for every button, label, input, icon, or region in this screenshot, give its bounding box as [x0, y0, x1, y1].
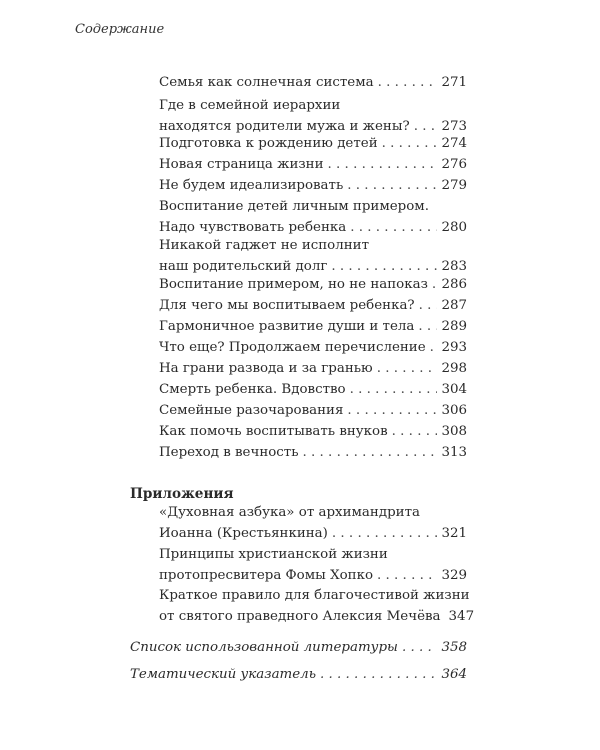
toc-entry-title-line1: Никакой гаджет не исполнит [159, 238, 370, 253]
toc-entry[interactable] [159, 175, 467, 196]
leader-dots [347, 175, 437, 196]
toc-entry-title: Тематический указатель [130, 667, 316, 682]
toc-entry[interactable] [159, 196, 467, 238]
toc-entry-page: 271 [441, 75, 467, 90]
toc-entry-title: Подготовка к рождению детей [159, 136, 378, 151]
toc-entry-page: 280 [441, 220, 467, 235]
toc-entry-page: 283 [441, 259, 467, 274]
toc-entry-page: 347 [448, 609, 475, 624]
toc-entry[interactable] [159, 133, 467, 154]
leader-dots [332, 523, 438, 544]
toc-entry-title: наш родительский долг [159, 259, 328, 274]
toc-entry[interactable] [159, 585, 475, 627]
toc-entry-page: 276 [441, 157, 467, 172]
toc-entry[interactable] [159, 442, 467, 463]
leader-dots [328, 154, 438, 175]
toc-entry-title-line1: Принципы христианской жизни [159, 547, 388, 562]
leader-dots [377, 358, 438, 379]
toc-entry-title: протопресвитера Фомы Хопко [159, 568, 374, 583]
toc-entry[interactable] [159, 400, 467, 421]
leader-dots [382, 133, 438, 154]
leader-dots [378, 72, 438, 93]
toc-entry-title: Для чего мы воспитываем ребенка? [159, 298, 415, 313]
toc-entry-title-line1: «Духовная азбука» от архимандрита [159, 505, 420, 520]
toc-entry[interactable] [159, 72, 467, 93]
toc-entry-title: На грани развода и за гранью [159, 361, 373, 376]
toc-entry-title: Надо чувствовать ребенка [159, 220, 347, 235]
section-heading-appendix: Приложения [130, 486, 234, 502]
leader-dots [419, 295, 438, 316]
toc-entry-title-line1: Где в семейной иерархии [159, 98, 341, 113]
toc-entry-title: Как помочь воспитывать внуков [159, 424, 388, 439]
toc-entry-title-line1: Краткое правило для благочестивой жизни [159, 588, 470, 603]
leader-dots [350, 379, 438, 400]
toc-entry-page: 306 [441, 403, 467, 418]
toc-entry-page: 308 [441, 424, 467, 439]
toc-entry[interactable] [130, 664, 467, 685]
toc-entry-page: 358 [441, 640, 467, 655]
toc-entry[interactable] [159, 154, 467, 175]
leader-dots [303, 442, 438, 463]
toc-entry-title: Не будем идеализировать [159, 178, 344, 193]
toc-entry-page: 329 [441, 568, 467, 583]
toc-entry-page: 287 [441, 298, 467, 313]
leader-dots [402, 637, 438, 658]
toc-entry-page: 289 [441, 319, 467, 334]
leader-dots [418, 316, 437, 337]
toc-entry-title: Семья как солнечная система [159, 75, 374, 90]
toc-entry-title: Список использованной литературы [130, 640, 398, 655]
leader-dots [347, 400, 437, 421]
toc-entry-title: Смерть ребенка. Вдовство [159, 382, 346, 397]
leader-dots [377, 565, 437, 586]
toc-entry-title: находятся родители мужа и жены? [159, 119, 410, 134]
toc-entry[interactable] [159, 316, 467, 337]
leader-dots [430, 337, 438, 358]
toc-entry[interactable] [159, 95, 467, 137]
toc-entry-title: Гармоничное развитие души и тела [159, 319, 415, 334]
toc-entry-title: Воспитание примером, но не напоказ [159, 277, 428, 292]
toc-entry-page: 364 [441, 667, 467, 682]
toc-entry[interactable] [159, 337, 467, 358]
toc-entry[interactable] [159, 274, 467, 295]
leader-dots [320, 664, 437, 685]
leader-dots [392, 421, 438, 442]
toc-entry-page: 286 [441, 277, 467, 292]
toc-entry-page: 298 [441, 361, 467, 376]
toc-entry-page: 274 [441, 136, 467, 151]
toc-entry-page: 313 [441, 445, 467, 460]
toc-entry-page: 293 [441, 340, 467, 355]
toc-entry-title: Новая страница жизни [159, 157, 324, 172]
toc-entry[interactable] [159, 544, 467, 586]
toc-entry[interactable] [159, 295, 467, 316]
toc-entry-title: от святого праведного Алексия Мечёва [159, 609, 441, 624]
toc-entry[interactable] [130, 637, 467, 658]
toc-entry[interactable] [159, 502, 467, 544]
toc-entry-title-line1: Воспитание детей личным примером. [159, 199, 429, 214]
running-title: Содержание [75, 22, 165, 37]
toc-entry-page: 279 [441, 178, 467, 193]
leader-dots [432, 274, 438, 295]
toc-entry[interactable] [159, 235, 467, 277]
toc-entry-title: Семейные разочарования [159, 403, 344, 418]
toc-entry-page: 273 [441, 119, 467, 134]
toc-entry-title: Переход в вечность [159, 445, 299, 460]
toc-entry[interactable] [159, 379, 467, 400]
toc-entry[interactable] [159, 358, 467, 379]
toc-entry-page: 321 [441, 526, 467, 541]
toc-entry-title: Что еще? Продолжаем перечисление [159, 340, 426, 355]
toc-entry-page: 304 [441, 382, 467, 397]
toc-entry[interactable] [159, 421, 467, 442]
toc-entry-title: Иоанна (Крестьянкина) [159, 526, 328, 541]
